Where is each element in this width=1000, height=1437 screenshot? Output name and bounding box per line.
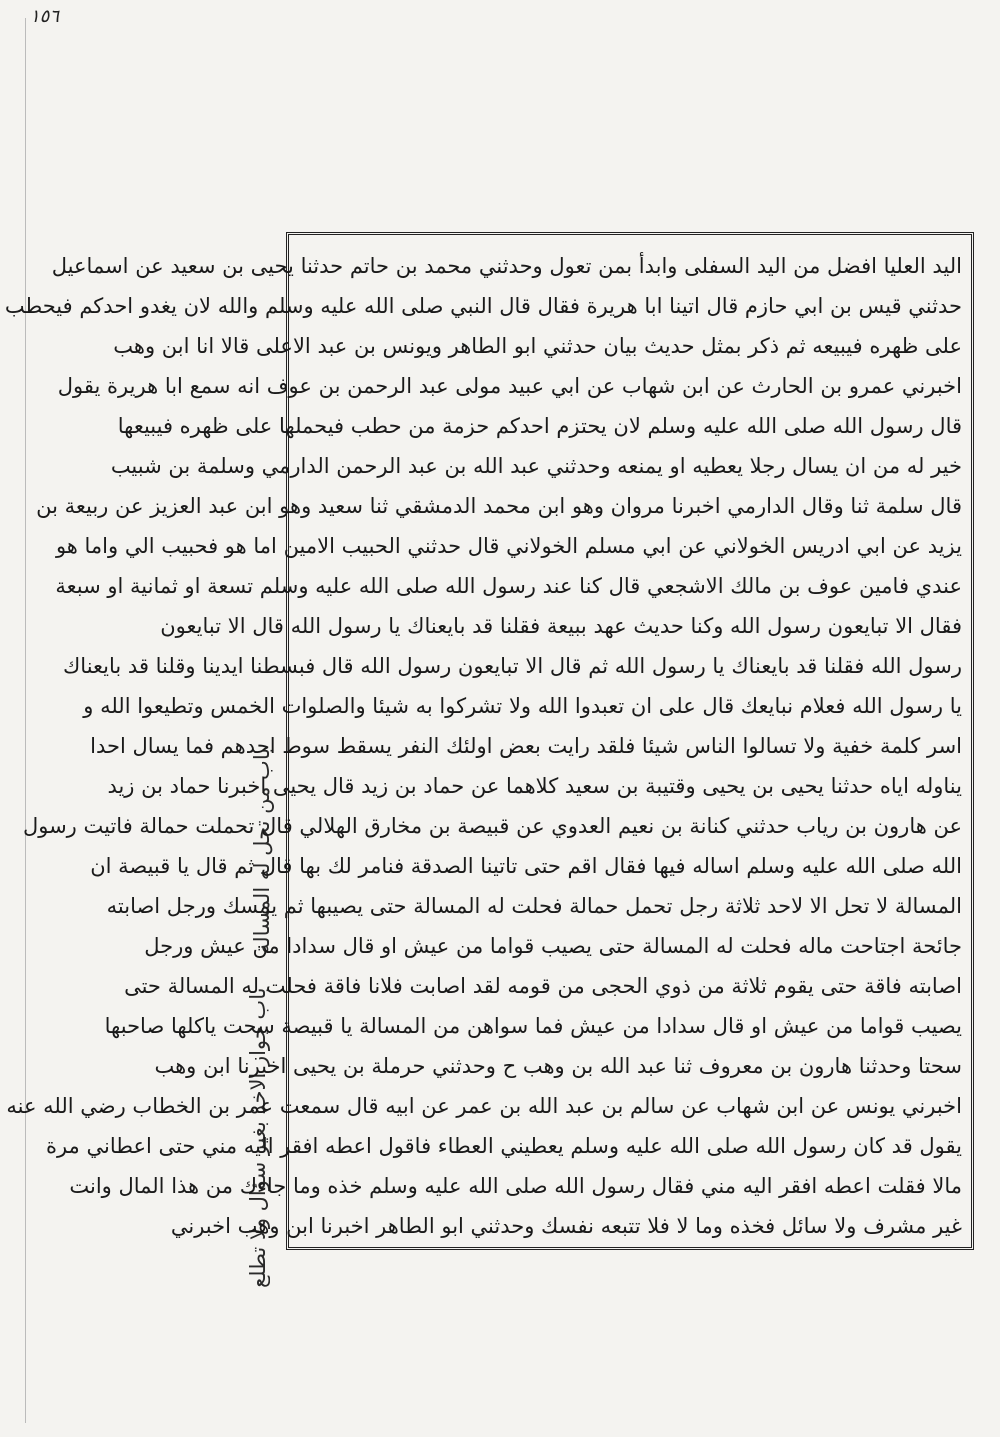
text-line: قال رسول الله صلى الله عليه وسلم لان يحتزم احدكم حزمة من حطب فيحملها على ظهره فيبيعها [117,414,962,438]
text-line: فقال الا تبايعون رسول الله وكنا حديث عهد ببيعة فقلنا قد بايعناك يا رسول الله قال الا تبايعون [160,614,962,638]
text-line: عن هارون بن رياب حدثني كنانة بن نعيم العدوي عن قبيصة بن مخارق الهلالي قال تحملت حمالة فاتيت رسول [22,814,962,838]
margin-note-chapter-1: باب من تحل له المسالة [250,748,274,955]
text-line: قال سلمة ثنا وقال الدارمي اخبرنا مروان وهو ابن محمد الدمشقي ثنا سعيد وهو ابن عبد العزيز عن ربيعة بن [36,494,962,518]
text-line: مالا فقلت اعطه افقر اليه مني فقال رسول الله صلى الله عليه وسلم خذه وما جاءك من هذا المال وانت [69,1174,962,1198]
text-line: اسر كلمة خفية ولا تسالوا الناس شيئا فلقد رايت بعض اولئك النفر يسقط سوط احدهم فما يسال احدا [90,734,962,758]
text-line: يا رسول الله فعلام نبايعك قال على ان تعبدوا الله ولا تشركوا به شيئا والصلوات الخمس وتطيعوا الله و [83,694,962,718]
text-line: عندي فامين عوف بن مالك الاشجعي قال كنا عند رسول الله صلى الله عليه وسلم تسعة او ثمانية او سبعة [55,574,962,598]
text-line: على ظهره فيبيعه ثم ذكر بمثل حديث بيان حدثني ابو الطاهر ويونس بن عبد الاعلى قالا انا ابن وهب [113,334,962,358]
text-line: رسول الله فقلنا قد بايعناك يا رسول الله ثم قال الا تبايعون رسول الله قال فبسطنا ايدينا وقلنا قد بايعناك [62,654,962,678]
text-line: غير مشرف ولا سائل فخذه وما لا فلا تتبعه نفسك وحدثني ابو الطاهر اخبرنا ابن وهب اخبرني [170,1214,962,1238]
text-line: اخبرني عمرو بن الحارث عن ابن شهاب عن ابي عبيد مولى عبد الرحمن بن عوف انه سمع ابا هريرة يقول [57,374,962,398]
text-line: الله صلى الله عليه وسلم اساله فيها فقال اقم حتى تاتينا الصدقة فنامر لك بها قال ثم قال يا قبيصة ان [90,854,962,878]
page-edge-rule [25,18,26,1423]
text-line: سحتا وحدثنا هارون بن معروف ثنا عبد الله بن وهب ح وحدثني حرملة بن يحيى اخبرنا ابن وهب [154,1054,962,1078]
text-line: المسالة لا تحل الا لاحد ثلاثة رجل تحمل حمالة فحلت له المسالة حتى يصيبها ثم يمسك ورجل اصابته [106,894,962,918]
text-line: جائحة اجتاحت ماله فحلت له المسالة حتى يصيب قواما من عيش او قال سدادا من عيش ورجل [144,934,962,958]
text-line: يزيد عن ابي ادريس الخولاني عن ابي مسلم الخولاني قال حدثني الحبيب الامين اما هو فحبيب الي واما هو [55,534,962,558]
text-line: يناوله اياه حدثنا يحيى بن يحيى وقتيبة بن سعيد كلاهما عن حماد بن زيد قال يحيى اخبرنا حماد بن زيد [107,774,962,798]
text-line: اخبرني يونس عن ابن شهاب عن سالم بن عبد الله بن عمر عن ابيه قال سمعت عمر بن الخطاب رضي الله عنه [6,1094,962,1118]
text-line: اليد العليا افضل من اليد السفلى وابدأ بمن تعول وحدثني محمد بن حاتم حدثنا يحيى بن سعيد عن اسماعيل [51,254,962,278]
margin-note-chapter-2: باب جواز الاخذ بغير سؤال ولا تطلع [246,988,270,1289]
text-line: يصيب قواما من عيش او قال سدادا من عيش فما سواهن من المسالة يا قبيصة سحت ياكلها صاحبها [104,1014,962,1038]
page-number: ١٥٦ [30,6,60,27]
text-line: خير له من ان يسال رجلا يعطيه او يمنعه وحدثني عبد الله بن عبد الرحمن الدارمي وسلمة بن شبيب [110,454,962,478]
text-line: حدثني قيس بن ابي حازم قال اتينا ابا هريرة فقال قال النبي صلى الله عليه وسلم والله لان يغدو احدكم فيحطب [4,294,962,318]
text-line: يقول قد كان رسول الله صلى الله عليه وسلم يعطيني العطاء فاقول اعطه افقر اليه مني حتى اعطاني مرة [45,1134,962,1158]
text-line: اصابته فاقة حتى يقوم ثلاثة من ذوي الحجى من قومه لقد اصابت فلانا فاقة فحلت له المسالة حتى [124,974,962,998]
